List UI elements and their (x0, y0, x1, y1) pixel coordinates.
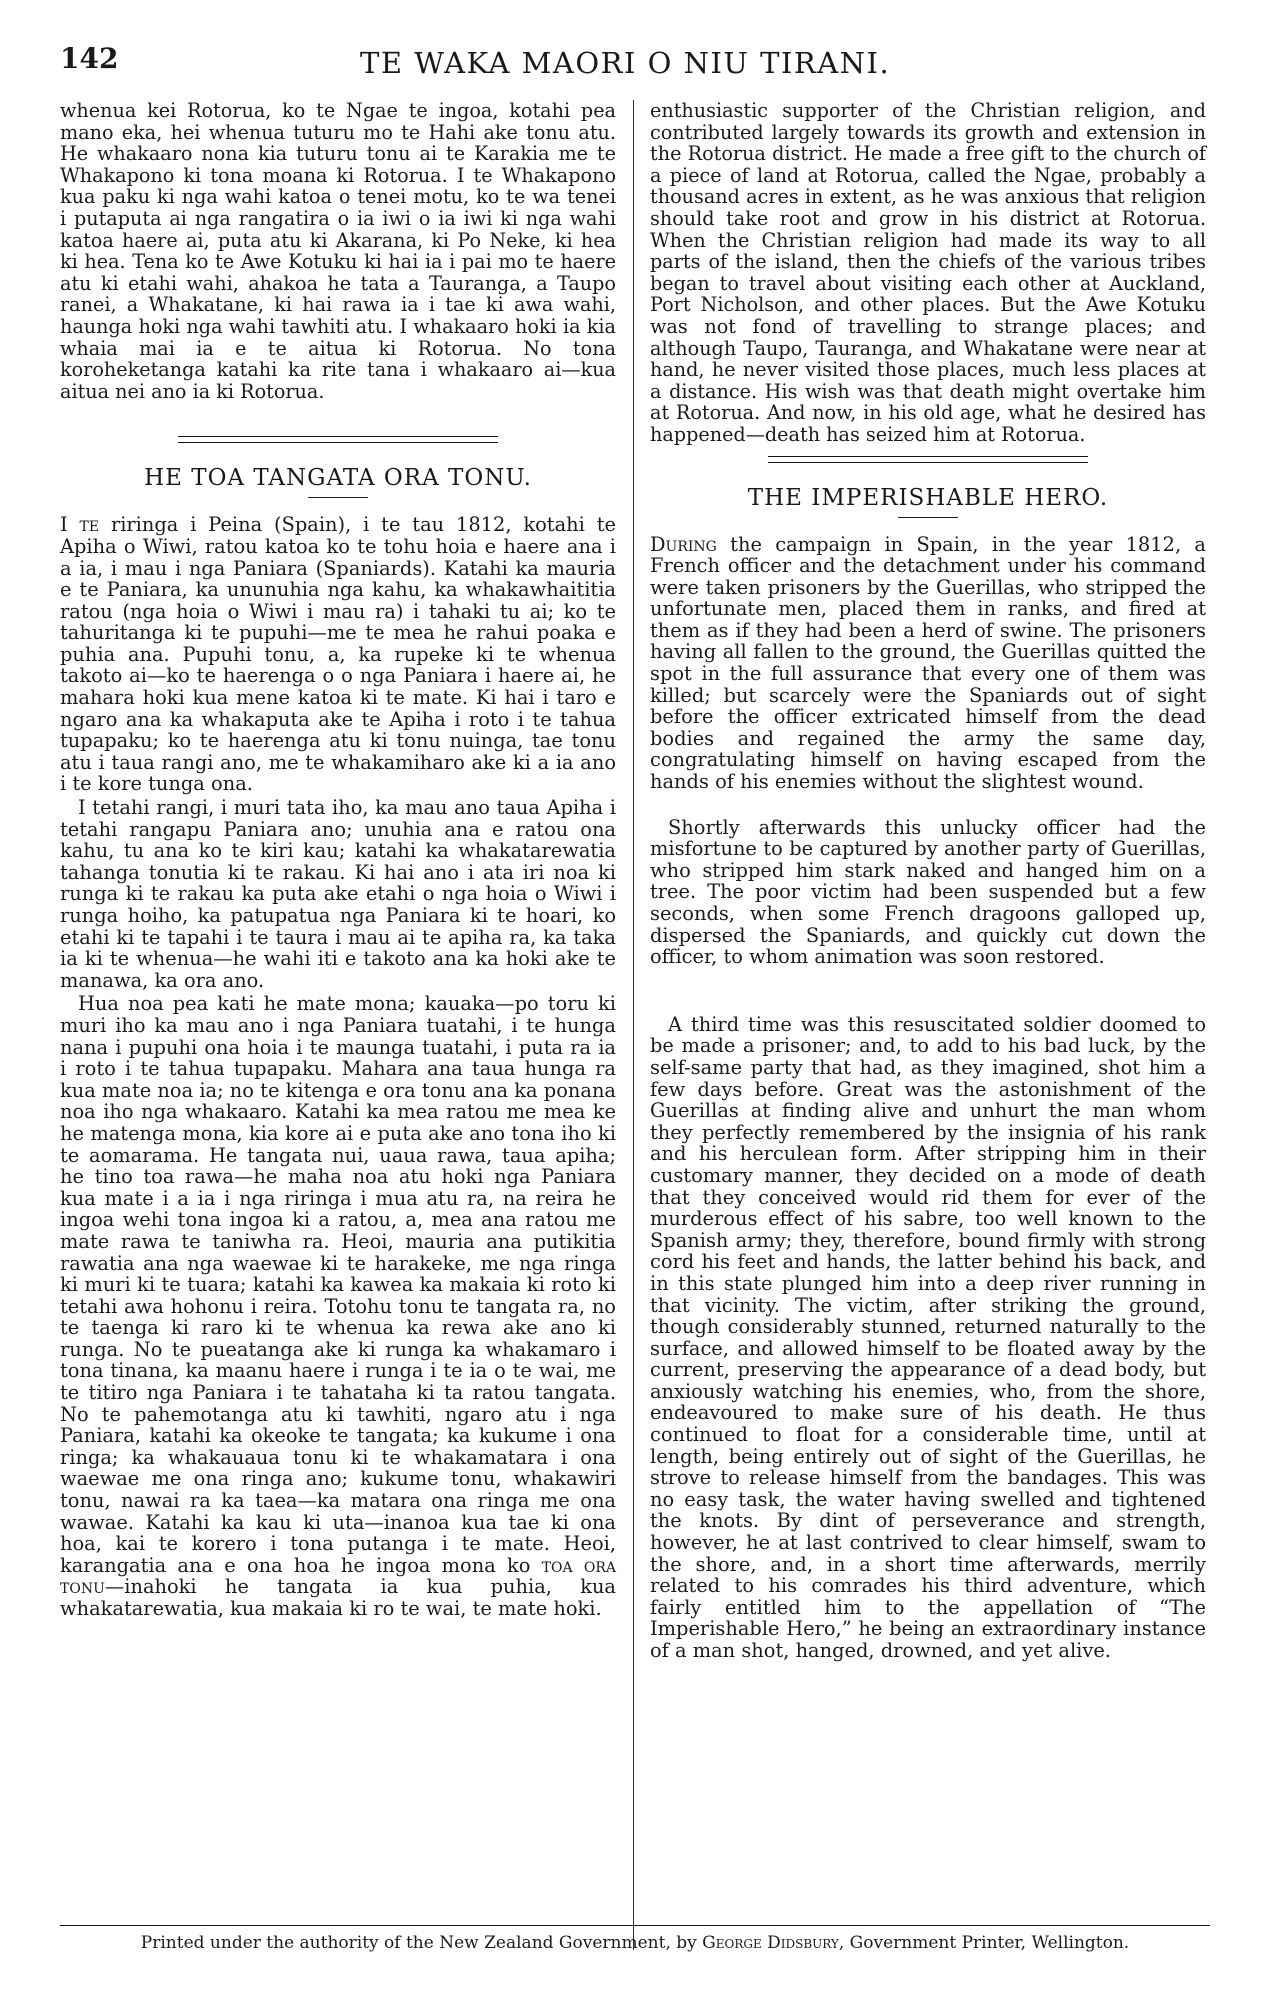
left-paragraph-3 (60, 993, 616, 1619)
right-paragraph-1-text: the campaign in Spain, in the year 1812, a French officer and the detachment under his command were taken prisoners by the Guerillas, who stripped the unfortunate men, placed them in ranks, and fired at them as if they had been a herd of swine. The prisoners having all fallen to the ground, the Guerillas quitted the spot in the full assurance that every one of them was killed; but scarcely were the Spaniards out of sight before the officer extricated himself from the dead bodies and regained the army the same day, congratulating himself on having escaped from the hands of his enemies without the slightest wound. (650, 532, 1206, 794)
left-section-title: HE TOA TANGATA ORA TONU. (144, 465, 532, 492)
right-column (650, 100, 1206, 1662)
footer-rule (60, 1925, 1210, 1926)
left-paragraph-1-text: riringa i Peina (Spain), i te tau 1812, kotahi te Apiha o Wiwi, ratou katoa ko te tohu hoia e haere ana i a ia, i mau i nga Paniara (Spaniards). Katahi ka mauria e te Paniara, ka ununuhia nga kahu, ka whakawhaititia ratou (nga hoia o Wiwi i mau ra) i tahaki tu ai; ko te tahuritanga ki te pupuhi—me te mea he rahui poaka e puhia ana. Pupuhi tonu, a, ka rupeke ki te whenua takoto ai—ko te haerenga o o nga Paniara i haere ai, he mahara hoki kua mene katoa ki te mate. Ki hai i taro e ngaro ana ka whakaputa ake te Apiha i roto i te tahua tupapaku; ko te haerenga atu ki tonu nuinga, tae tonu atu i taua rangi ano, me te whakamiharo ake ki a ia ano i te kore tunga ona. (60, 513, 616, 796)
page-header (60, 38, 1210, 98)
right-paragraph-1 (650, 534, 1206, 793)
imprint-printer: George Didsbury (702, 1933, 839, 1953)
imprint-pre: Printed under the authority of the New Zealand Government, by (140, 1933, 703, 1953)
imprint-footer (60, 1933, 1210, 1953)
left-drop-lead: I te (60, 513, 100, 537)
newspaper-page (60, 28, 1210, 1978)
imprint-post: , Government Printer, Wellington. (838, 1933, 1130, 1953)
left-paragraph-3-text: Hua noa pea kati he mate mona; kauaka—po toru ki muri iho ka mau ano i nga Paniara tuatahi, i te hunga nana i pupuhi ona hoia i te maunga tuatahi, i puta ra ia i roto i te tahua tupapaku. Mahara ana taua hunga ra kua mate noa ia; no te kitenga e ora tonu ana ka ponana noa iho nga whakaaro. Katahi ka mea ratou me mea ke he matenga mona, kia kore ai e puta ake ano tona iho ki te aomarama. He tangata nui, uaua rawa, taua apiha; he tino toa rawa—he maha noa atu hoki nga Paniara kua mate i a ia i nga riringa i mua atu ra, na reira he ingoa wehi tona ingoa ki a ratou, a, mea ana ratou me mate rawa te taniwha ra. Heoi, mauria ana putikitia rawatia ana nga waewae ki te harakeke, me nga ringa ki muri ki te tuara; katahi ka kawea ka makaia ki roto ki tetahi awa hohonu i reira. Totohu tonu te tangata ra, no te taenga ki raro ki te whenua ka rewa ake ano ki runga. No te pueatanga ake ki runga ka whakamaro i tona tinana, ka maanu haere i runga i te ia o te wai, me te titiro nga Paniara i te tahataha ki ta ratou tangata. No te pahemotanga atu ki tawhiti, ngaro atu i nga Paniara, katahi ka okeoke te tangata; ka kukume i ona ringa; ka whakauaua tonu ki te whakamatara i ona waewae me ona ringa ano; kukume tonu, whakawiri tonu, nawai ra ka taea—ka matara ona ringa me ona wawae. Katahi ka kau ki uta—inanoa kua tae ki ona hoa, kai te korero i tona putanga i te mate. Heoi, karangatia ana e ona hoa he ingoa mona ko (60, 992, 616, 1577)
right-paragraph-2: Shortly afterwards this unlucky officer had the misfortune to be captured by another party of Guerillas, who stripped him stark naked and hanged him on a tree. The poor victim had been suspended but a few seconds, when some French dragoons galloped up, dispersed the Spaniards, and quickly cut down the officer, to whom animation was soon restored. (650, 815, 1206, 969)
left-hero-name: toa ora tonu (60, 1553, 616, 1599)
left-paragraph-1 (60, 514, 616, 795)
left-column (60, 100, 616, 1620)
left-paragraph-3-end: —inahoki he tangata ia kua puhia, kua whakatarewatia, kua makaia ki ro te wai, te mate hoki. (60, 1575, 616, 1620)
section-divider (178, 436, 498, 443)
page-number: 142 (60, 42, 119, 75)
left-continuation-paragraph: whenua kei Rotorua, ko te Ngae te ingoa, kotahi pea mano eka, hei whenua tuturu mo te Hahi ake tonu atu. He whakaaro nona kia tuturu tonu ai te Karakia me te Whakapono ki tona moana ki Rotorua. I te Whakapono kua paku ki nga wahi katoa o tenei motu, ko te wa tenei i putaputa ai nga rangatira o ia iwi o ia iwi ki nga wahi katoa haere ai, puta atu ki Akarana, ki Po Neke, ki hea ki hea. Tena ko te Awe Kotuku ki hai ia i pai mo te haere atu ki etahi wahi, ahakoa he tata a Tauranga, a Taupo ranei, a Whakatane, ki hai rawa ia i tae ki awa wahi, haunga hoki nga wahi tawhiti atu. I whakaaro hoki ia kia whaia mai ia e te aitua ki Rotorua. No tona koroheketanga katahi ka rite tana i whakaaro ai—kua aitua nei ano ia ki Rotorua. (60, 99, 616, 403)
right-paragraph-3: A third time was this resuscitated soldier doomed to be made a prisoner; and, to add to his bad luck, by the self-same party that had, as they imagined, shot him a few days before. Great was the astonishment of the Guerillas at finding alive and unhurt the man whom they perfectly remembered by the insignia of his rank and his herculean form. After stripping him in their customary manner, they decided on a mode of death that they conceived would rid them for ever of the murderous effect of his sabre, too well known to the Spanish army; they, therefore, bound firmly with strong cord his feet and hands, the latter behind his back, and in this state plunged him into a deep river running in that vicinity. The victim, after striking the ground, though considerably stunned, returned naturally to the surface, and allowed himself to be floated away by the current, preserving the appearance of a dead body, but anxiously watching his enemies, who, from the shore, endeavoured to make sure of his death. He thus continued to float for a considerable time, until at length, being entirely out of sight of the Guerillas, he strove to release himself from the bandages. This was no easy task, the water having swelled and tightened the knots. By dint of perseverance and strength, however, he at last contrived to clear himself, swam to the shore, and, in a short time afterwards, merrily related to his comrades his third adventure, which fairly entitled him to the appellation of “The Imperishable Hero,” he being an extraordinary instance of a man shot, hanged, drowned, and yet alive. (650, 1012, 1206, 1662)
column-divider (633, 100, 634, 1950)
right-continuation-paragraph: enthusiastic supporter of the Christian religion, and contributed largely towards its growth and extension in the Rotorua district. He made a free gift to the church of a piece of land at Rotorua, called the Ngae, probably a thousand acres in extent, as he was anxious that religion should take root and grow in his district at Rotorua. When the Christian religion had made its way to all parts of the island, then the chiefs of the various tribes began to travel about visiting each other at Auckland, Port Nicholson, and other places. But the Awe Kotuku was not fond of travelling to strange places; and although Taupo, Tauranga, and Whakatane were near at hand, he never visited those places, much less places at a distance. His wish was that death might overtake him at Rotorua. And now, in his old age, what he desired has happened—death has seized him at Rotorua. (650, 99, 1206, 446)
right-drop-lead: During (650, 532, 717, 556)
left-paragraph-2: I tetahi rangi, i muri tata iho, ka mau ano taua Apiha i tetahi rangapu Paniara ano; unuhia ana e ratou ona kahu, tu ana ko te kiri kau; katahi ka whakatarewatia tahanga tonutia ki te rakau. Ki hai ano i ata iri noa ki runga ki te rakau ka puta ake etahi o nga hoia o Wiwi i runga hoiho, ka patupatua nga Paniara ki te hoari, ko etahi ki te tapahi i te taura i mau ai te apiha ra, ka taka ia ki te whenua—he wahi iti e takoto ana ka hoki ake te manawa, ka ora ano. (60, 796, 616, 992)
right-section-title: THE IMPERISHABLE HERO. (747, 484, 1109, 511)
running-title: TE WAKA MAORI O NIU TIRANI. (360, 46, 891, 80)
section-divider (768, 456, 1088, 463)
